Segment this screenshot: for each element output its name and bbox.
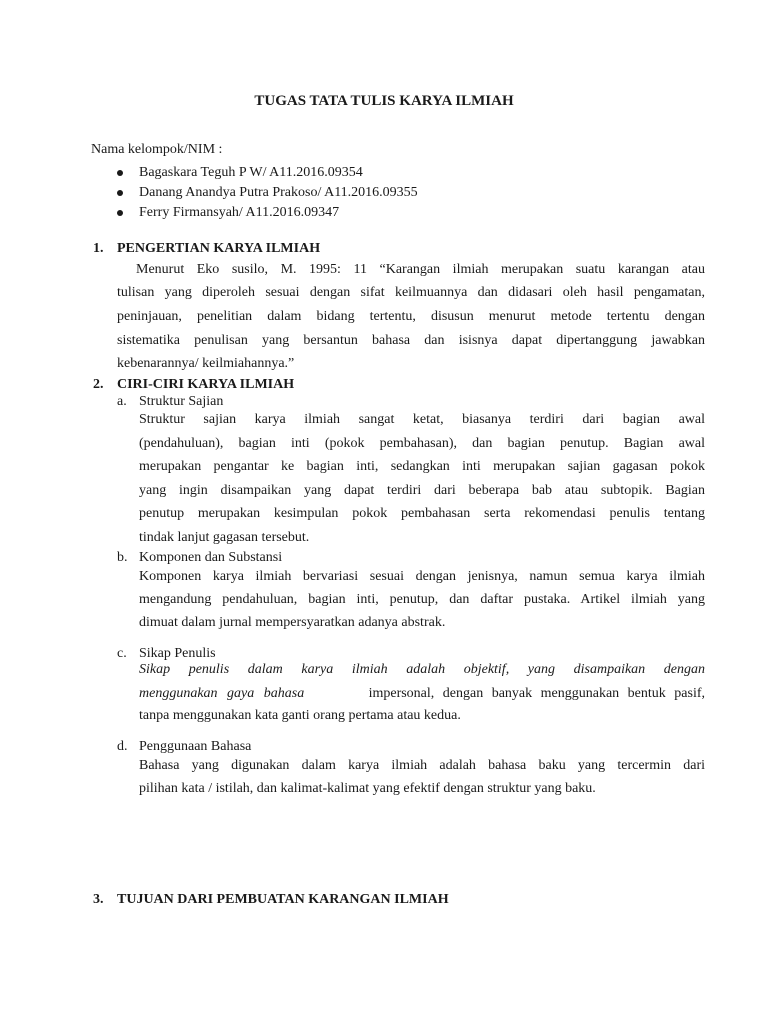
paragraph-line: Sikap penulis dalam karya ilmiah adalah objektif, yang disampaikan dengan: [139, 662, 705, 677]
paragraph-line: [139, 685, 705, 703]
paragraph-line: tindak lanjut gagasan tersebut.: [139, 530, 310, 545]
item-heading: Komponen dan Substansi: [139, 550, 283, 565]
paragraph-line: (pendahuluan), bagian inti (pokok pembahasan), dan bagian penutup. Bagian awal: [139, 436, 705, 451]
member-item: Bagaskara Teguh P W/ A11.2016.09354: [139, 165, 363, 180]
paragraph-line: Bahasa yang digunakan dalam karya ilmiah adalah bahasa baku yang tercermin dari: [139, 758, 705, 773]
item-letter: b.: [117, 550, 128, 565]
item-letter: a.: [117, 394, 127, 409]
paragraph-line: kebenarannya/ keilmiahannya.”: [117, 356, 295, 371]
section-heading: TUJUAN DARI PEMBUATAN KARANGAN ILMIAH: [117, 892, 449, 907]
item-letter: d.: [117, 739, 128, 754]
section-heading: PENGERTIAN KARYA ILMIAH: [117, 241, 321, 256]
item-heading: Sikap Penulis: [139, 646, 216, 661]
section-number: 3.: [93, 892, 104, 907]
paragraph-line: Menurut Eko susilo, M. 1995: 11 “Karangan ilmiah merupakan suatu karangan atau: [136, 262, 705, 277]
item-letter: c.: [117, 646, 127, 661]
section-number: 1.: [93, 241, 104, 256]
item-heading: Struktur Sajian: [139, 394, 224, 409]
paragraph-line: peninjauan, penelitian dalam bidang tertentu, disusun menurut metode tertentu dengan: [117, 309, 705, 324]
section-number: 2.: [93, 377, 104, 392]
document-title: TUGAS TATA TULIS KARYA ILMIAH: [254, 93, 514, 109]
italic-phrase: menggunakan gaya bahasa: [139, 686, 305, 701]
item-heading: Penggunaan Bahasa: [139, 739, 252, 754]
bullet-icon: [117, 190, 123, 196]
paragraph-line: dimuat dalam jurnal mempersyaratkan adanya abstrak.: [139, 615, 446, 630]
bullet-icon: [117, 170, 123, 176]
paragraph-line: tanpa menggunakan kata ganti orang pertama atau kedua.: [139, 708, 461, 723]
member-item: Ferry Firmansyah/ A11.2016.09347: [139, 205, 340, 220]
text-run: impersonal, dengan banyak menggunakan bentuk pasif,: [360, 686, 705, 701]
paragraph-line: sistematika penulisan yang bersantun bahasa dan isisnya dapat dipertanggung jawabkan: [117, 333, 705, 348]
paragraph-line: pilihan kata / istilah, dan kalimat-kalimat yang efektif dengan struktur yang baku.: [139, 781, 596, 796]
paragraph-line: mengandung pendahuluan, bagian inti, penutup, dan daftar pustaka. Artikel ilmiah yang: [139, 592, 705, 607]
section-heading: CIRI-CIRI KARYA ILMIAH: [117, 377, 295, 392]
bullet-icon: [117, 210, 123, 216]
paragraph-line: Komponen karya ilmiah bervariasi sesuai dengan jenisnya, namun semua karya ilmiah: [139, 569, 705, 584]
member-item: Danang Anandya Putra Prakoso/ A11.2016.09355: [139, 185, 418, 200]
paragraph-line: penutup merupakan kesimpulan pokok pembahasan serta rekomendasi penulis tentang: [139, 506, 705, 521]
paragraph-line: merupakan pengantar ke bagian inti, sedangkan inti merupakan sajian gagasan pokok: [139, 459, 705, 474]
paragraph-line: Struktur sajian karya ilmiah sangat ketat, biasanya terdiri dari bagian awal: [139, 412, 705, 427]
paragraph-line: tulisan yang diperoleh sesuai dengan sifat keilmuannya dan didasari oleh hasil pengamatan,: [117, 285, 705, 300]
paragraph-line: yang ingin disampaikan yang dapat terdiri dari beberapa bab atau subtopik. Bagian: [139, 483, 705, 498]
group-label: Nama kelompok/NIM :: [91, 142, 223, 157]
